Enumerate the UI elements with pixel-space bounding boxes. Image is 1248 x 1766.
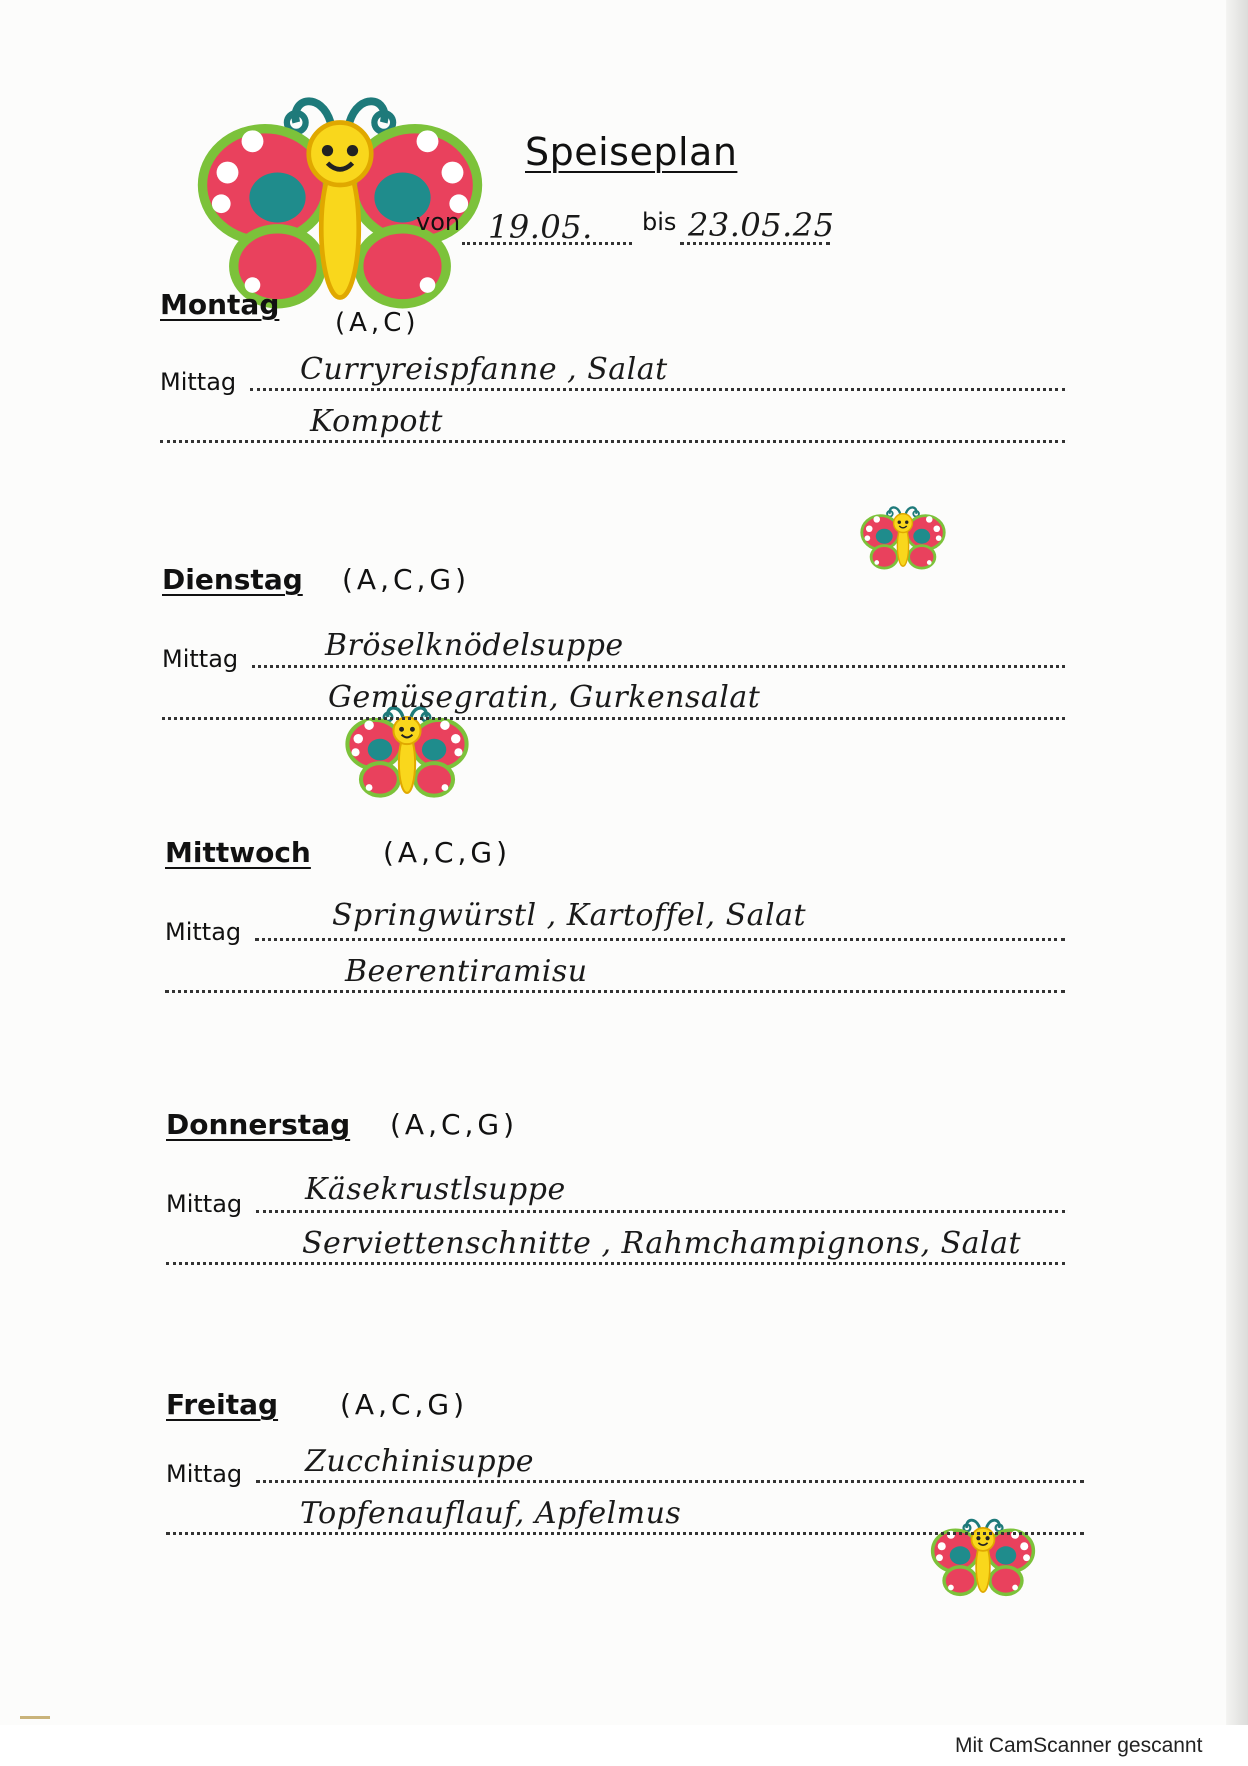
to-date: 23.05.25 bbox=[688, 206, 835, 244]
day-heading: Freitag bbox=[166, 1388, 279, 1421]
dotted-line bbox=[162, 717, 1065, 720]
dotted-line bbox=[256, 1210, 1065, 1213]
butterfly-icon bbox=[928, 1500, 1038, 1620]
meal-line-2: Gemüsegratin, Gurkensalat bbox=[328, 680, 761, 715]
meal-line-1: Springwürstl , Kartoffel, Salat bbox=[332, 898, 807, 933]
allergen-codes: (A,C) bbox=[335, 308, 420, 338]
day-heading: Mittwoch bbox=[165, 836, 311, 869]
scanner-watermark: Mit CamScanner gescannt bbox=[955, 1725, 1248, 1766]
day-heading: Dienstag bbox=[162, 563, 303, 596]
dotted-line bbox=[166, 1262, 1065, 1265]
page-edge-mark bbox=[20, 1716, 50, 1719]
to-label: bis bbox=[642, 208, 677, 236]
dotted-line bbox=[256, 1480, 1084, 1483]
meal-label: Mittag bbox=[166, 1190, 243, 1218]
dotted-line bbox=[166, 1532, 1084, 1535]
meal-label: Mittag bbox=[162, 645, 239, 673]
allergen-codes: (A,C,G) bbox=[342, 563, 471, 596]
meal-line-1: Curryreispfanne , Salat bbox=[300, 352, 668, 387]
meal-label: Mittag bbox=[166, 1460, 243, 1488]
allergen-codes: (A,C,G) bbox=[383, 836, 512, 869]
meal-line-1: Käsekrustlsuppe bbox=[305, 1172, 566, 1207]
meal-line-2: Topfenauflauf, Apfelmus bbox=[300, 1496, 682, 1531]
dotted-line bbox=[255, 938, 1065, 941]
page-title: Speiseplan bbox=[525, 130, 738, 174]
page-edge-shadow bbox=[1226, 0, 1248, 1725]
meal-line-2: Serviettenschnitte , Rahmchampignons, Salat bbox=[302, 1226, 1022, 1261]
from-date: 19.05. bbox=[488, 208, 593, 246]
day-heading: Montag bbox=[160, 288, 280, 321]
from-label: von bbox=[416, 208, 461, 236]
meal-line-2: Beerentiramisu bbox=[345, 954, 588, 989]
dotted-line bbox=[252, 665, 1065, 668]
allergen-codes: (A,C,G) bbox=[390, 1108, 519, 1141]
day-heading: Donnerstag bbox=[166, 1108, 351, 1141]
meal-label: Mittag bbox=[160, 368, 237, 396]
butterfly-icon bbox=[858, 490, 948, 590]
meal-line-1: Bröselknödelsuppe bbox=[325, 628, 624, 663]
allergen-codes: (A,C,G) bbox=[340, 1388, 469, 1421]
dotted-line bbox=[250, 388, 1065, 391]
dotted-line bbox=[165, 990, 1065, 993]
meal-label: Mittag bbox=[165, 918, 242, 946]
meal-line-2: Kompott bbox=[310, 404, 443, 439]
dotted-line bbox=[160, 440, 1065, 443]
meal-line-1: Zucchinisuppe bbox=[305, 1444, 534, 1479]
